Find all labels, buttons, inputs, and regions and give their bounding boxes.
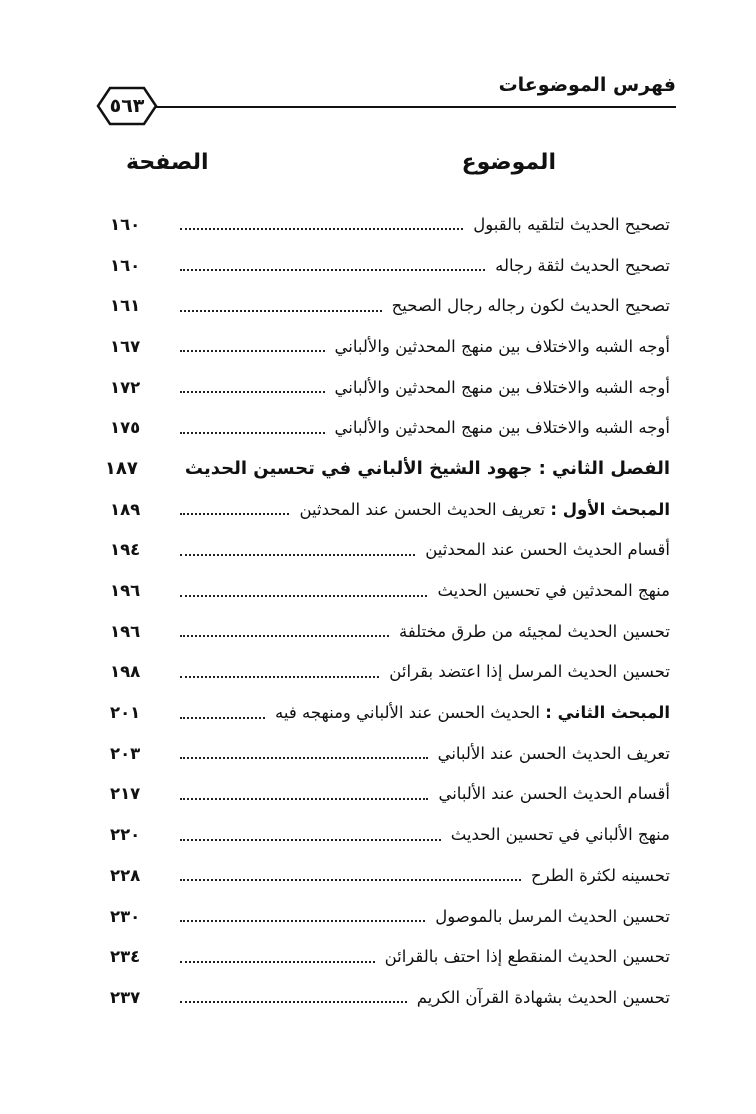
page-number: ٥٦٣ [109,95,145,117]
toc-list [104,204,670,1018]
toc-page-number: ١٩٤ [110,540,141,560]
toc-entry-text: أقسام الحديث الحسن عند المحدثين [425,540,670,560]
toc-entry-text: أوجه الشبه والاختلاف بين منهج المحدثين والألباني [334,418,670,438]
toc-entry-text: تحسين الحديث لمجيئه من طرق مختلفة [398,621,670,641]
toc-page-number: ٢٢٠ [110,825,141,845]
toc-entry-title [438,744,670,763]
dot-leader [180,269,485,271]
toc-entry-text: تحسين الحديث المرسل إذا اعتضد بقرائن [389,662,670,682]
dot-leader [180,879,521,881]
toc-page-number: ١٦٠ [110,255,141,275]
toc-entry-text: الفصل الثاني : جهود الشيخ الألباني في تحسين الحديث [184,457,670,479]
toc-entry-text: تحسين الحديث المرسل بالموصول [435,906,670,926]
dot-leader [180,391,325,393]
toc-page-number: ١٩٦ [110,581,141,601]
toc-entry-text: تصحيح الحديث لكون رجاله رجال الصحيح [391,296,670,316]
dot-leader [180,554,415,556]
toc-row [110,774,670,815]
toc-section-label: المبحث الثاني : [545,703,670,723]
dot-leader [180,310,382,312]
toc-entry-text: تحسينه لكثرة الطرح [530,865,670,885]
toc-row [110,530,670,571]
toc-page-number: ٢١٧ [110,784,141,804]
toc-entry-title [392,296,670,315]
dot-leader [180,920,425,922]
toc-row [110,285,670,326]
toc-page-number: ٢٣٠ [110,906,141,926]
toc-entry-title [389,662,670,681]
toc-row [110,692,670,733]
toc-row [110,204,670,245]
dot-leader [180,513,289,515]
toc-page-number: ١٨٩ [110,499,141,519]
toc-page-number: ١٧٥ [110,418,141,438]
toc-row [110,896,670,937]
toc-row [110,855,670,896]
toc-page-number: ١٦٠ [110,214,141,234]
dot-leader [180,839,441,841]
dot-leader [180,350,325,352]
toc-entry-title [335,418,670,437]
dot-leader [180,798,428,800]
toc-entry-text: أوجه الشبه والاختلاف بين منهج المحدثين والألباني [334,336,670,356]
toc-entry-title [185,458,670,479]
toc-entry-text: تصحيح الحديث لثقة رجاله [495,255,670,275]
dot-leader [180,1001,407,1003]
toc-entry-title [399,622,670,641]
toc-row [110,814,670,855]
dot-leader [180,676,379,678]
toc-row [110,245,670,286]
toc-entry-text: منهج المحدثين في تحسين الحديث [437,581,670,601]
running-title: فهرس الموضوعات [498,74,676,96]
toc-entry-text: أقسام الحديث الحسن عند الألباني [438,784,670,804]
toc-entry-title [299,500,670,519]
dot-leader [180,717,265,719]
toc-page-number: ٢٠٣ [110,743,141,763]
toc-entry-text: أوجه الشبه والاختلاف بين منهج المحدثين والألباني [334,377,670,397]
toc-chapter-row [104,448,670,489]
toc-entry-title [451,825,670,844]
toc-page-number: ١٦٧ [110,336,141,356]
dot-leader [180,757,428,759]
toc-entry-title [335,378,670,397]
toc-page-number: ٢٠١ [110,703,141,723]
toc-entry-text: تعريف الحديث الحسن عند المحدثين [299,499,546,519]
toc-row [110,489,670,530]
toc-row [110,936,670,977]
toc-row [110,570,670,611]
toc-page-number: ١٧٢ [110,377,141,397]
toc-entry-title [495,256,670,275]
page-column-heading: الصفحة [126,150,209,175]
toc-entry-text: تحسين الحديث بشهادة القرآن الكريم [416,987,670,1007]
toc-entry-title [425,540,670,559]
toc-page-number: ١٩٦ [110,621,141,641]
toc-page-number: ٢٣٧ [110,987,141,1007]
toc-entry-text: تصحيح الحديث لتلقيه بالقبول [473,214,670,234]
toc-page-number: ١٨٧ [104,457,138,479]
toc-row [110,733,670,774]
toc-page-number: ٢٣٤ [110,947,141,967]
toc-entry-title [275,703,670,722]
topic-column-heading: الموضوع [461,150,556,175]
toc-row [110,652,670,693]
header-rule [155,106,676,108]
toc-entry-text: تحسين الحديث المنقطع إذا احتف بالقرائن [384,947,670,967]
toc-entry-title [335,337,670,356]
toc-page-number: ٢٢٨ [110,865,141,885]
toc-entry-title [473,215,670,234]
toc-page-number: ١٩٨ [110,662,141,682]
toc-entry-title [531,866,670,885]
toc-entry-title [437,581,670,600]
toc-entry-text: منهج الألباني في تحسين الحديث [450,825,670,845]
toc-entry-title [417,988,670,1007]
dot-leader [180,635,389,637]
dot-leader [180,595,427,597]
dot-leader [180,961,375,963]
toc-entry-title [435,907,670,926]
toc-row [110,977,670,1018]
toc-row [110,367,670,408]
toc-entry-title [385,947,670,966]
page-number-badge [96,86,158,126]
toc-entry-text: الحديث الحسن عند الألباني ومنهجه فيه [275,703,540,723]
toc-row [110,407,670,448]
toc-row [110,326,670,367]
toc-entry-text: تعريف الحديث الحسن عند الألباني [437,743,670,763]
toc-row [110,611,670,652]
dot-leader [180,432,325,434]
toc-section-label: المبحث الأول : [550,499,670,519]
toc-entry-title [438,784,670,803]
dot-leader [180,228,463,230]
toc-page-number: ١٦١ [110,296,141,316]
